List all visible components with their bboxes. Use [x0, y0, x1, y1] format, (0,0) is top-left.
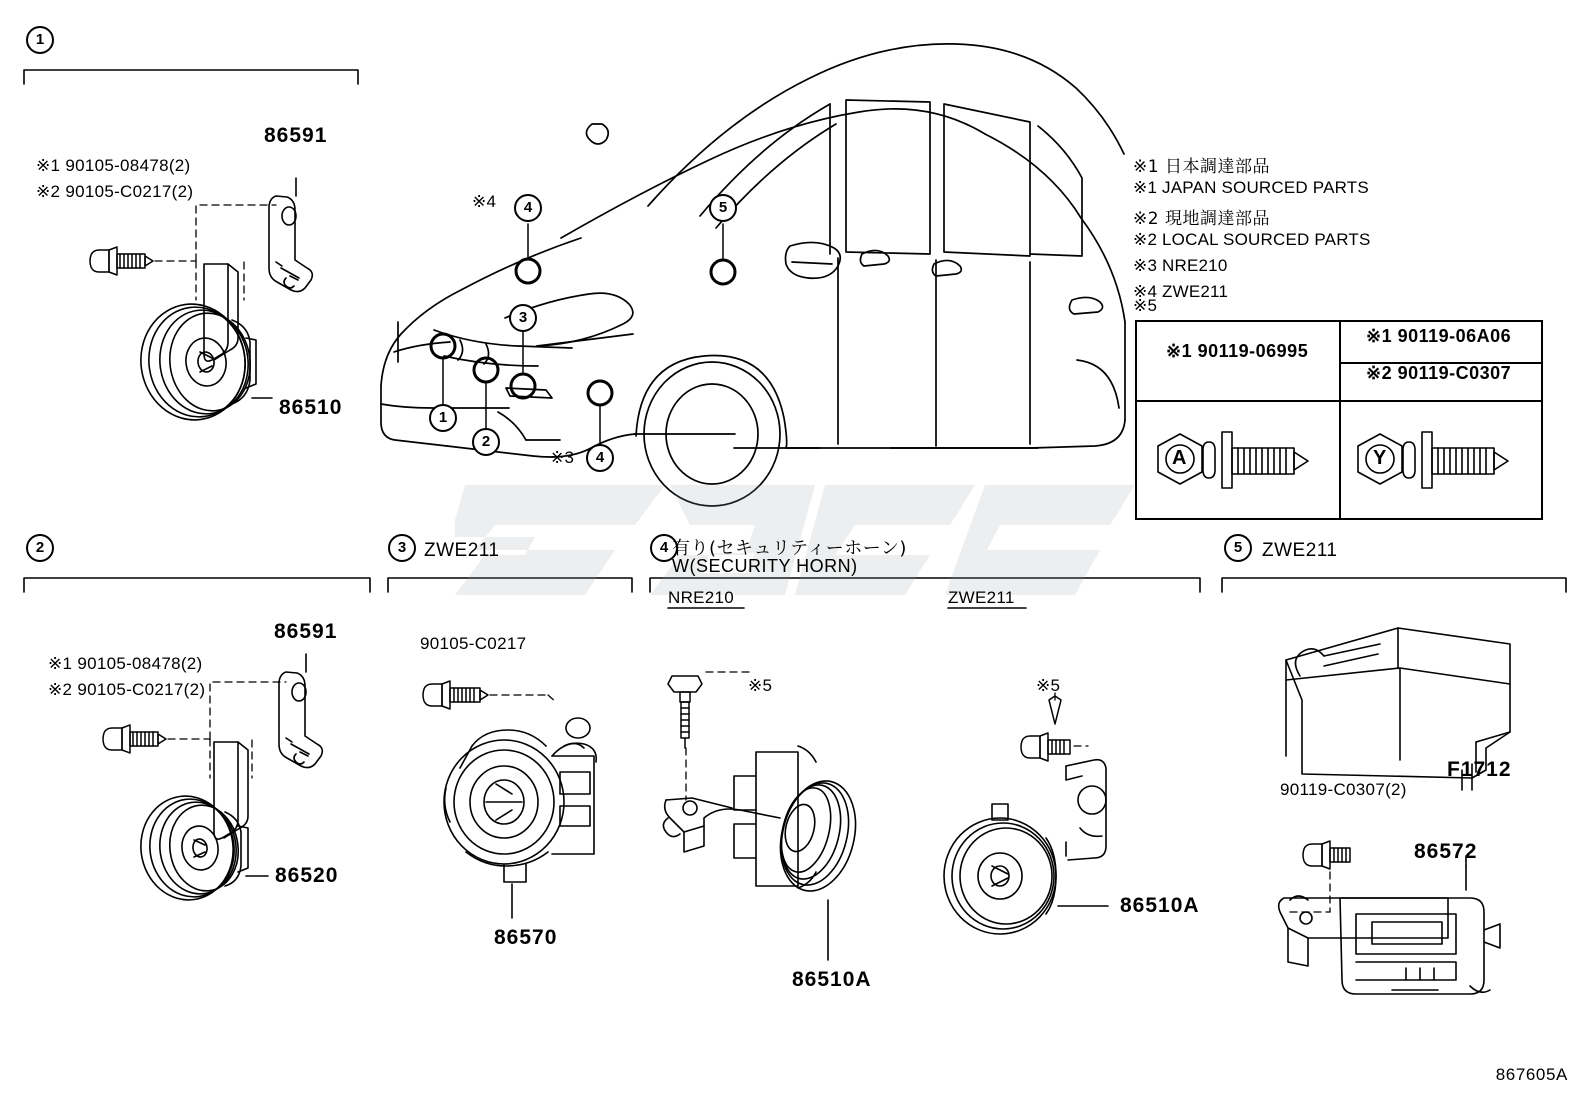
- section-callout-5: 5: [1224, 534, 1252, 562]
- vehicle-note-3: ※3: [550, 448, 575, 467]
- bolt-mark-a: A: [1172, 447, 1187, 469]
- label-86591-sec1: 86591: [264, 124, 328, 147]
- legend-line-1: ※1 日本調達部品: [1133, 157, 1270, 177]
- section-4-title-jp: 有り(セキュリティーホーン): [672, 538, 907, 559]
- legend-line-5: ※3 NRE210: [1133, 256, 1228, 275]
- bolt-table-left-header: ※1 90119-06995: [1166, 341, 1309, 361]
- label-90119-C0307: 90119-C0307(2): [1280, 780, 1407, 799]
- section-4-sub-left: NRE210: [668, 588, 735, 607]
- bolt-table-right-header-1: ※1 90119-06A06: [1366, 326, 1512, 346]
- section-callout-2: 2: [26, 534, 54, 562]
- vehicle-callout-1: 1: [429, 404, 457, 432]
- legend-line-2: ※1 JAPAN SOURCED PARTS: [1133, 178, 1369, 197]
- vehicle-callout-4-bottom: 4: [586, 444, 614, 472]
- label-86510: 86510: [279, 396, 343, 419]
- label-86572: 86572: [1414, 840, 1478, 863]
- legend-line-7: ※5: [1133, 296, 1158, 315]
- section-5-title: ZWE211: [1262, 540, 1338, 561]
- section-callout-1: 1: [26, 26, 54, 54]
- bolt-table-right-header-2: ※2 90119-C0307: [1366, 363, 1512, 383]
- vehicle-callout-3: 3: [509, 304, 537, 332]
- vehicle-note-4: ※4: [472, 192, 497, 211]
- section-4-sub-right: ZWE211: [948, 588, 1015, 607]
- label-86510A-right: 86510A: [1120, 894, 1200, 917]
- section-3-title: ZWE211: [424, 540, 500, 561]
- label-note5-left: ※5: [748, 676, 773, 695]
- table-divider-vertical: [1339, 322, 1341, 518]
- label-F1712: F1712: [1447, 758, 1512, 781]
- label-86591-sec2: 86591: [274, 620, 338, 643]
- label-90105-08478-sec2: ※1 90105-08478(2): [48, 654, 203, 673]
- label-90105-C0217: ※2 90105-C0217(2): [36, 182, 194, 201]
- legend-line-6: ※4 ZWE211: [1133, 282, 1229, 301]
- vehicle-callout-5: 5: [709, 194, 737, 222]
- figure-code: 867605A: [1495, 1065, 1568, 1084]
- label-90105-C0217-sec2: ※2 90105-C0217(2): [48, 680, 206, 699]
- label-90105-08478: ※1 90105-08478(2): [36, 156, 191, 175]
- legend-line-3: ※2 現地調達部品: [1133, 209, 1270, 229]
- table-divider-bottom-horizontal: [1137, 400, 1541, 402]
- legend-line-4: ※2 LOCAL SOURCED PARTS: [1133, 230, 1371, 249]
- vehicle-callout-4-top: 4: [514, 194, 542, 222]
- label-86520: 86520: [275, 864, 339, 887]
- label-86570: 86570: [494, 926, 558, 949]
- label-90105-C0217-sec3: 90105-C0217: [420, 634, 527, 653]
- section-callout-4: 4: [650, 534, 678, 562]
- label-86510A-left: 86510A: [792, 968, 872, 991]
- section-4-title-en: W(SECURITY HORN): [672, 556, 858, 576]
- vehicle-callout-2: 2: [472, 428, 500, 456]
- bolt-mark-y: Y: [1373, 447, 1387, 469]
- label-note5-right: ※5: [1036, 676, 1061, 695]
- section-callout-3: 3: [388, 534, 416, 562]
